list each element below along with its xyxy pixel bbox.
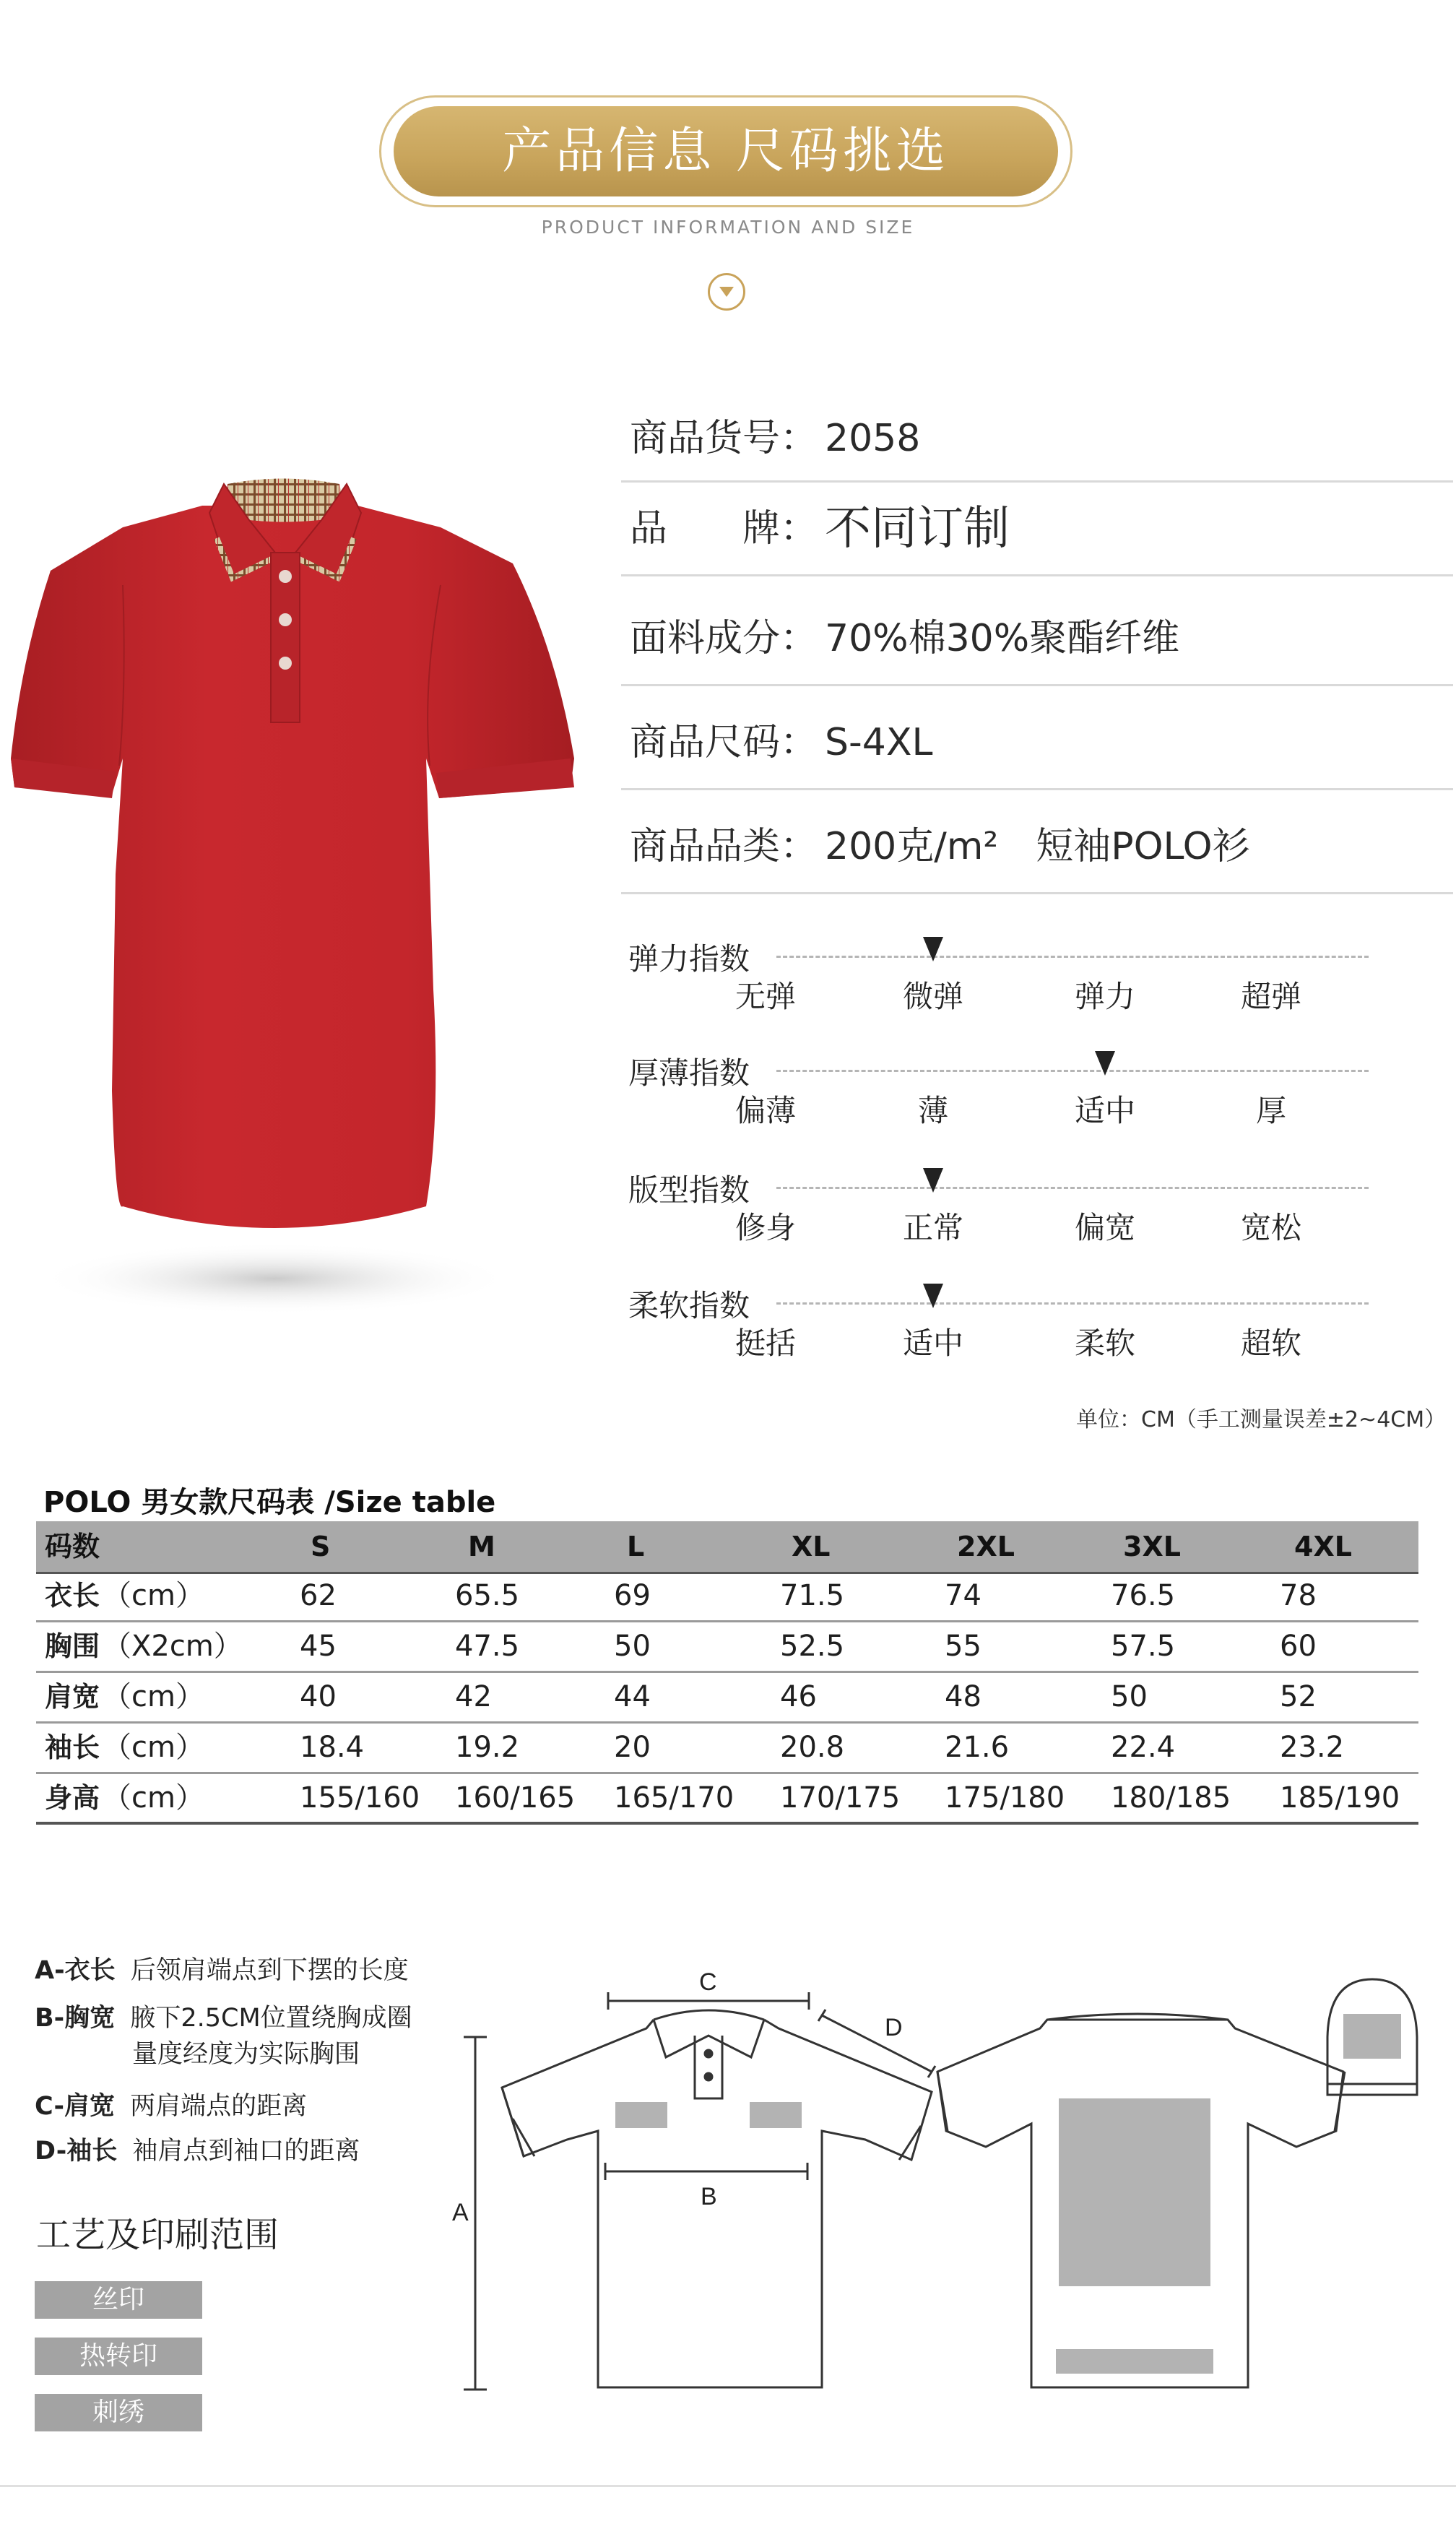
- table-cell: 170/175: [780, 1781, 901, 1815]
- table-cell: 74: [945, 1579, 982, 1612]
- header-cell: S: [311, 1531, 331, 1562]
- spec-row-size: [621, 696, 1453, 790]
- craft-heat-transfer-tag: 热转印: [35, 2338, 202, 2375]
- table-row: [36, 1622, 1418, 1673]
- table-cell: 185/190: [1280, 1781, 1400, 1815]
- table-cell: 57.5: [1111, 1630, 1176, 1663]
- table-cell: 60: [1280, 1630, 1317, 1663]
- index-option: 偏宽: [1074, 1210, 1135, 1245]
- selected-marker-icon: [919, 1165, 948, 1194]
- index-option: 厚: [1255, 1093, 1286, 1128]
- table-cell: 50: [614, 1630, 651, 1663]
- row-unit: （cm）: [103, 1680, 204, 1713]
- table-cell: 45: [300, 1630, 337, 1663]
- spec-label: 商品货号：: [630, 417, 818, 460]
- table-cell: 160/165: [455, 1781, 576, 1815]
- spec-row-brand: [621, 483, 1453, 576]
- table-row: [36, 1673, 1418, 1724]
- row-unit: （cm）: [103, 1731, 204, 1764]
- header-cell: 2XL: [957, 1531, 1015, 1562]
- spec-label: 商品品类：: [630, 825, 818, 868]
- table-cell: 21.6: [945, 1731, 1010, 1764]
- table-cell: 180/185: [1111, 1781, 1231, 1815]
- index-option: 修身: [734, 1210, 796, 1245]
- spec-row-sku: [621, 396, 1453, 483]
- table-cell: 76.5: [1111, 1579, 1176, 1612]
- spec-label: 商品尺码：: [630, 721, 818, 764]
- header-cell: L: [627, 1531, 645, 1562]
- product-image-red-polo: [7, 470, 585, 1336]
- row-label: 衣长: [45, 1580, 100, 1612]
- table-cell: 50: [1111, 1680, 1148, 1713]
- index-option: 弹力: [1074, 979, 1135, 1014]
- index-scale-line: [776, 1187, 1369, 1189]
- header-cell: M: [468, 1531, 495, 1562]
- row-label: 身高: [45, 1782, 100, 1814]
- table-cell: 52: [1280, 1680, 1317, 1713]
- index-label: 柔软指数: [628, 1288, 750, 1323]
- note-text: 两肩端点的距离: [130, 2092, 308, 2121]
- index-option: 宽松: [1240, 1210, 1301, 1245]
- table-cell: 165/170: [614, 1781, 734, 1815]
- unit-note: 单位：CM（手工测量误差±2~4CM）: [1076, 1407, 1447, 1432]
- index-label: 弹力指数: [628, 941, 750, 977]
- header-cell: 3XL: [1123, 1531, 1181, 1562]
- index-option: 微弹: [902, 979, 963, 1014]
- note-key: C-肩宽: [35, 2092, 116, 2121]
- index-option: 正常: [902, 1210, 963, 1245]
- table-cell: 65.5: [455, 1579, 520, 1612]
- table-cell: 71.5: [780, 1579, 845, 1612]
- page-title: 产品信息 尺码挑选: [502, 123, 950, 180]
- chevron-down-icon: [708, 273, 745, 311]
- table-cell: 155/160: [300, 1781, 420, 1815]
- spec-row-category: [621, 800, 1453, 894]
- note-key: A-衣长: [35, 1956, 116, 1985]
- note-key: D-袖长: [35, 2137, 118, 2166]
- table-cell: 22.4: [1111, 1731, 1176, 1764]
- index-label: 厚薄指数: [628, 1055, 750, 1091]
- table-cell: 19.2: [455, 1731, 520, 1764]
- craft-silkscreen-tag: 丝印: [35, 2281, 202, 2319]
- row-unit: （cm）: [103, 1781, 204, 1815]
- spec-label: 面料成分：: [630, 617, 818, 660]
- measure-note-c: [35, 2086, 307, 2122]
- table-cell: 40: [300, 1680, 337, 1713]
- spec-label: 品 牌：: [630, 507, 818, 550]
- header-cell: 4XL: [1294, 1531, 1352, 1562]
- table-cell: 42: [455, 1680, 492, 1713]
- index-option: 柔软: [1074, 1326, 1135, 1361]
- row-label: 肩宽: [45, 1681, 100, 1713]
- index-option: 超软: [1240, 1326, 1301, 1361]
- selected-marker-icon: [919, 934, 948, 963]
- index-scale-line: [776, 1302, 1369, 1305]
- index-option: 超弹: [1240, 979, 1301, 1014]
- note-text-continued: 量度经度为实际胸围: [132, 2040, 360, 2069]
- table-cell: 47.5: [455, 1630, 520, 1663]
- spec-value: 不同订制: [825, 502, 1010, 555]
- table-row: [36, 1572, 1418, 1622]
- size-table-header: [36, 1521, 1418, 1574]
- divider: [0, 2485, 1456, 2487]
- note-key: B-胸宽: [35, 2004, 116, 2033]
- table-cell: 46: [780, 1680, 817, 1713]
- page-subtitle: PRODUCT INFORMATION AND SIZE: [541, 217, 915, 238]
- row-unit: （X2cm）: [103, 1630, 243, 1663]
- label-b: B: [701, 2183, 717, 2210]
- spec-value: 70%棉30%聚酯纤维: [825, 617, 1180, 660]
- table-cell: 55: [945, 1630, 982, 1663]
- index-option: 薄: [917, 1093, 948, 1128]
- selected-marker-icon: [1091, 1048, 1119, 1077]
- index-option: 适中: [1074, 1093, 1135, 1128]
- table-cell: 52.5: [780, 1630, 845, 1663]
- measure-note-d: [35, 2131, 360, 2167]
- header-cell: XL: [792, 1531, 831, 1562]
- index-option: 挺括: [734, 1326, 796, 1361]
- label-d: D: [885, 2014, 903, 2041]
- index-scale-line: [776, 1070, 1369, 1072]
- table-cell: 20.8: [780, 1731, 845, 1764]
- note-text: 后领肩端点到下摆的长度: [130, 1956, 409, 1985]
- table-row: [36, 1724, 1418, 1774]
- index-scale-line: [776, 956, 1369, 958]
- row-unit: （cm）: [103, 1579, 204, 1612]
- measure-note-a: [35, 1950, 409, 1986]
- index-option: 无弹: [734, 979, 796, 1014]
- table-cell: 175/180: [945, 1781, 1065, 1815]
- label-a: A: [452, 2199, 469, 2226]
- spec-value: 200克/m² 短袖POLO衫: [825, 825, 1250, 868]
- size-table-title: POLO 男女款尺码表 /Size table: [43, 1486, 496, 1519]
- craft-title: 工艺及印刷范围: [36, 2215, 280, 2255]
- table-cell: 20: [614, 1731, 651, 1764]
- note-text: 腋下2.5CM位置绕胸成圈: [130, 2004, 412, 2033]
- craft-embroidery-tag: 刺绣: [35, 2394, 202, 2431]
- index-option: 偏薄: [734, 1093, 796, 1128]
- selected-marker-icon: [919, 1281, 948, 1310]
- table-cell: 18.4: [300, 1731, 365, 1764]
- spec-value: 2058: [825, 417, 921, 460]
- size-measure-diagram: [433, 1950, 1444, 2420]
- table-cell: 69: [614, 1579, 651, 1612]
- row-label: 袖长: [45, 1731, 100, 1763]
- header-cell: 码数: [45, 1531, 100, 1562]
- table-cell: 23.2: [1280, 1731, 1345, 1764]
- index-label: 版型指数: [628, 1172, 750, 1208]
- note-text: 袖肩点到袖口的距离: [132, 2137, 360, 2166]
- spec-value: S-4XL: [825, 721, 933, 764]
- table-cell: 78: [1280, 1579, 1317, 1612]
- spec-row-fabric: [621, 592, 1453, 686]
- index-option: 适中: [902, 1326, 963, 1361]
- label-c: C: [699, 1968, 717, 1996]
- table-cell: 62: [300, 1579, 337, 1612]
- measure-note-b: [35, 1998, 412, 2034]
- table-cell: 44: [614, 1680, 651, 1713]
- row-label: 胸围: [45, 1630, 100, 1662]
- table-row: [36, 1774, 1418, 1825]
- table-cell: 48: [945, 1680, 982, 1713]
